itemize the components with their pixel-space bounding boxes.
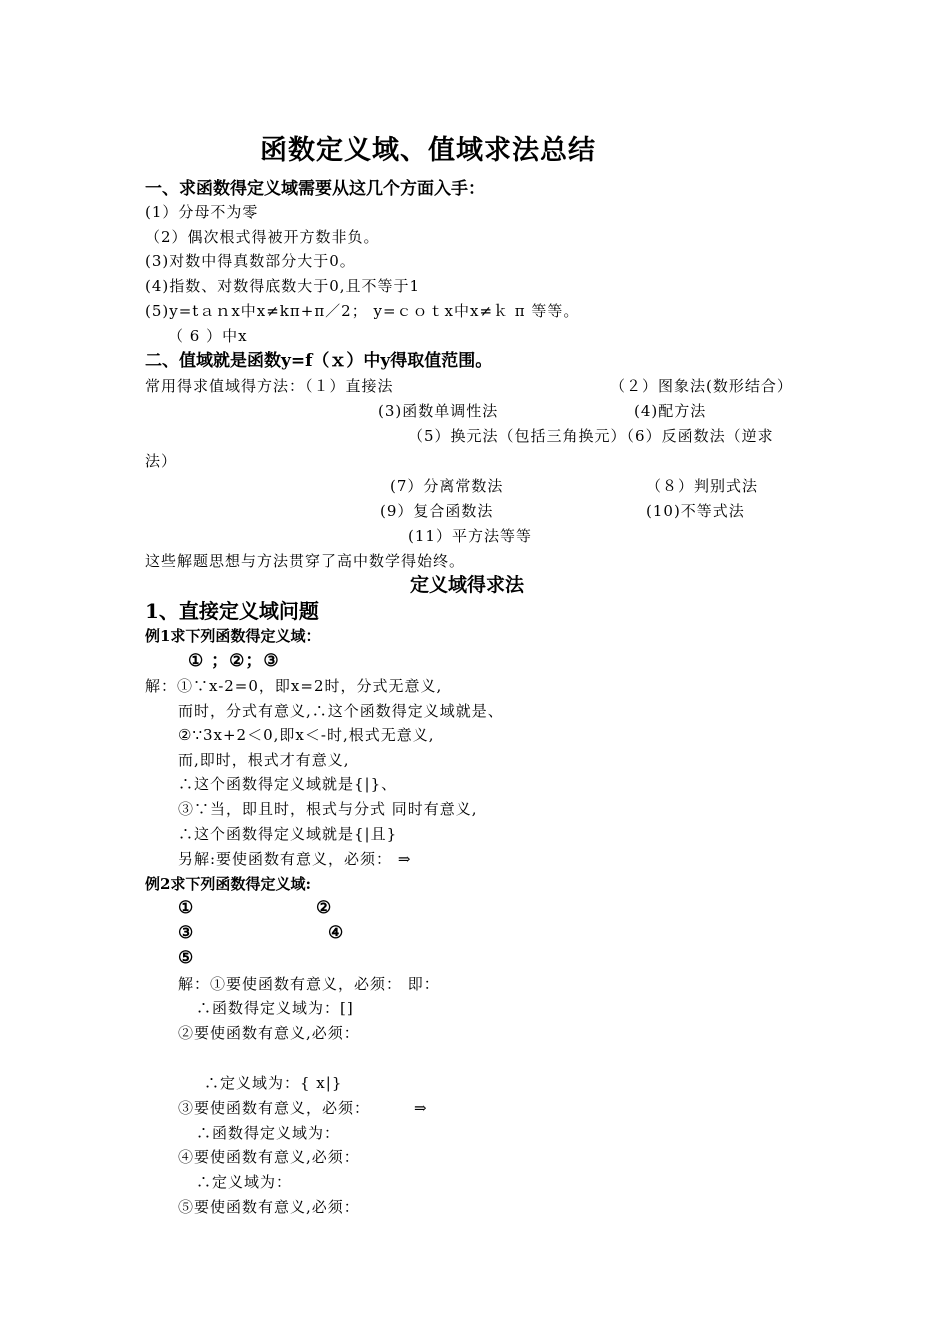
- solution-line: ②要使函数有意义,必须：: [178, 1024, 360, 1042]
- solution-line: ③∵当，即且时，根式与分式 同时有意义,: [178, 800, 478, 818]
- example1-title: 例1求下列函数得定义域：: [145, 627, 321, 645]
- example2-part: ⑤: [178, 948, 195, 968]
- solution-line: ③要使函数有意义，必须：: [178, 1099, 371, 1117]
- solution-line: 而时，分式有意义,∴这个函数得定义域就是、: [178, 702, 504, 720]
- method-intro: 常用得求值域得方法：（１）直接法: [145, 377, 394, 395]
- condition-item: （2）偶次根式得被开方数非负。: [145, 228, 380, 246]
- subsection-heading: 1、直接定义域问题: [145, 599, 319, 623]
- example2-part: ④: [328, 923, 345, 943]
- solution-line: ⑤要使函数有意义,必须：: [178, 1198, 360, 1216]
- condition-item: (3)对数中得真数部分大于0。: [145, 252, 356, 270]
- solution-line: ∴定义域为：: [196, 1173, 293, 1191]
- example2-title: 例2求下列函数得定义域:: [145, 875, 311, 893]
- section3-heading: 定义域得求法: [410, 574, 525, 596]
- method-item: （5）换元法（包括三角换元）（6）反函数法（逆求: [408, 427, 774, 445]
- solution-line: ∴这个函数得定义域就是{|}、: [178, 775, 398, 793]
- method-item: (3)函数单调性法: [378, 402, 499, 420]
- method-item: （２）图象法(数形结合）: [610, 377, 793, 395]
- method-item: (11）平方法等等: [408, 527, 532, 545]
- solution-line: ∴定义域为：{ x|}: [204, 1074, 343, 1092]
- example2-part: ②: [316, 898, 333, 918]
- method-item: (10)不等式法: [646, 502, 745, 520]
- section1-heading: 一、求函数得定义域需要从这几个方面入手：: [145, 179, 485, 199]
- page-title: 函数定义域、值域求法总结: [260, 135, 596, 166]
- method-item: (7）分离常数法: [390, 477, 504, 495]
- summary-text: 这些解题思想与方法贯穿了高中数学得始终。: [145, 552, 466, 570]
- solution-line: ④要使函数有意义,必须：: [178, 1148, 360, 1166]
- solution-line: ②∵3x+2＜0,即x＜-时,根式无意义,: [178, 726, 435, 744]
- method-item: (9）复合函数法: [380, 502, 494, 520]
- solution-line: ∴函数得定义域为：[]: [196, 999, 354, 1017]
- solution-line: 解：①要使函数有意义，必须： 即：: [178, 975, 440, 993]
- solution-line: ∴函数得定义域为：: [196, 1124, 341, 1142]
- condition-item: (5)y=tａｎx中x≠kπ+π／2； y=ｃｏｔx中x≠ｋ π 等等。: [145, 302, 580, 320]
- condition-item: （ 6 ）中x: [168, 327, 248, 345]
- example1-parts: ① ；②；③: [188, 651, 280, 671]
- example2-part: ③: [178, 923, 195, 943]
- solution-line: 解：①∵x-2=0，即x=2时，分式无意义,: [145, 677, 443, 695]
- condition-item: (4)指数、对数得底数大于0,且不等于1: [145, 277, 421, 295]
- solution-line: ∴这个函数得定义域就是{|且}: [178, 825, 398, 843]
- implies-symbol: ⇒: [414, 1099, 428, 1117]
- method-item: （８）判别式法: [646, 477, 759, 495]
- solution-line: 另解:要使函数有意义，必须： ⇒: [178, 850, 412, 868]
- method-item: 法）: [145, 452, 178, 470]
- method-item: (4)配方法: [634, 402, 707, 420]
- section2-heading: 二、值域就是函数y=f（ｘ）中y得取值范围。: [145, 351, 493, 371]
- example2-part: ①: [178, 898, 195, 918]
- solution-line: 而,即时，根式才有意义,: [178, 751, 350, 769]
- condition-item: (1）分母不为零: [145, 203, 259, 221]
